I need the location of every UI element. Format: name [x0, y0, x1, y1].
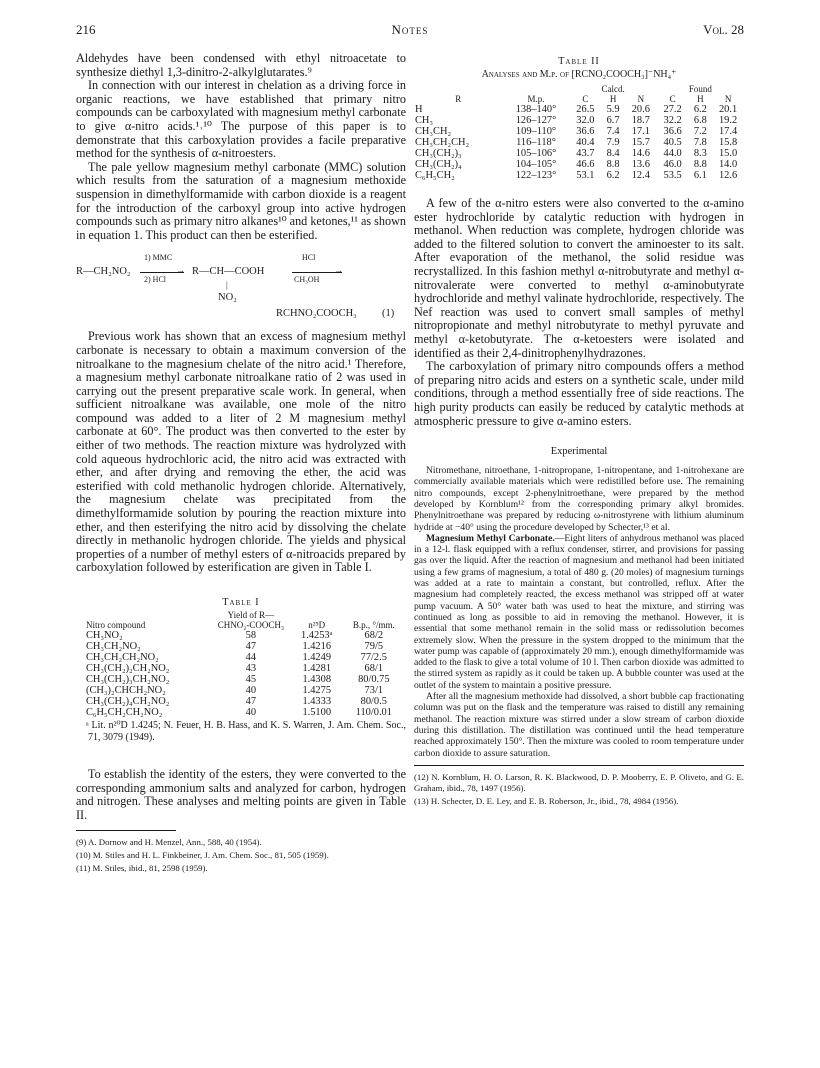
table1-cell-bp: 77/2.5: [360, 652, 387, 663]
table1-cell-index: 1.4216: [302, 641, 332, 652]
table2-cell-r: CH₃CH₂CH₂: [415, 137, 470, 148]
eq-product: RCHNO₂COOCH₃: [276, 308, 357, 320]
table2-row: [414, 137, 744, 148]
table1-cell-index: 1.4333: [302, 696, 332, 707]
table2-cell-n-calcd: 17.1: [631, 126, 650, 137]
table2-group-calcd: Calcd.: [601, 84, 625, 94]
eq-reactant: R—CH₂NO₂: [76, 266, 131, 278]
table1-cell-yield: 40: [245, 707, 257, 718]
page-number: 216: [76, 22, 96, 37]
paragraph-experimental-materials: Nitromethane, nitroethane, 1-nitropropane, 1-nitropentane, and 1-nitrohexane are commercially available materials which were redistilled before use. The remaining nitro compounds, except 2-phenylnitroethane, were prepared by the method developed by Kornblum¹² from the corresponding primary alkyl bromides. Phenylnitroethane was prepared by reducing ω-nitrostyrene with lithium aluminum hydride at −40° using the procedure developed by Schecter,¹³ et al.: [414, 465, 744, 533]
table1-cell-yield: 47: [245, 696, 257, 707]
table2-subcaption: Analyses and M.p. of [RCNO₂COOCH₃]⁻NH₄⁺: [481, 69, 677, 80]
paragraph-amino-ester: A few of the α-nitro esters were also converted to the α-amino ester hydrochloride by catalytic reduction with hydrogen in methanol. When reduction was complete, hydrogen chloride was added to the filtered solution to convert the aminoester to its salt. After evaporation of the methanol, the solid residue was recrystallized. In this fashion methyl α-nitrobutyrate and methyl α-nitrovalerate were converted to methyl α-aminobutyrate hydrochloride and methyl valinate hydrochloride, respectively. The Nef reaction was used to convert small samples of methyl nitropropionate and methyl nitrobutyrate to methyl pyruvate and methyl α-ketobutyrate. The α-ketoesters were isolated and identified as their 2,4-dinitrophenylhydrazones.: [414, 196, 744, 360]
table2-cell-mp: 138–140°: [515, 104, 557, 115]
table2-cell-n-calcd: 15.7: [631, 137, 650, 148]
table2-cell-c-found: 36.6: [663, 126, 682, 137]
table2-cell-h-found: 7.8: [693, 137, 707, 148]
table1-header-bp: B.p., °/mm.: [352, 620, 395, 630]
table2-row: [414, 115, 744, 126]
table2-cell-c-calcd: 53.1: [576, 170, 595, 181]
table2-cell-c-calcd: 32.0: [576, 115, 595, 126]
table1-header-index: n²⁵D: [308, 620, 326, 630]
table1-row: [76, 641, 406, 652]
table1: [76, 610, 406, 718]
table1-cell-bp: 110/0.01: [355, 707, 392, 718]
running-header: [76, 22, 744, 42]
right-footnote-rule: [414, 765, 744, 766]
table2-cell-n-found: 14.0: [718, 159, 738, 170]
paragraph-previous-work: Previous work has shown that an excess of magnesium methyl carbonate is necessary to obtain a maximum conversion of the nitroalkane to the magnesium chelate of the nitro acid.¹ Therefore, a magnesium methyl carbonate nitroalkane ratio of 2 was used in carrying out the present preparative scale work. In general, when sufficient nitroalkane was available, one mole of the nitro compound was added to a liter of 2 M magnesium methyl carbonate at 60°. The product was then converted to the ester by either of two methods. The reaction mixture was hydrolyzed with cold aqueous hydrochloric acid, the nitro acid was extracted with ether, and after drying and removing the ether, the acid was esterified with cold methanolic hydrogen chloride. Alternatively, the magnesium chelate was precipitated from the dimethylformamide solution by pouring the reaction mixture into ether, and then esterifying the nitro acid by dissolving the chelate directly in methanolic hydrogen chloride. The yields and physical properties of a number of methyl esters of α-nitroacids prepared by carboxylation followed by esterification are given in Table I.: [76, 329, 406, 575]
eq-cond2-top: HCl: [302, 253, 316, 263]
table2-group-found: Found: [688, 84, 712, 94]
table1-row: [76, 663, 406, 674]
table2-cell-n-calcd: 14.6: [631, 148, 650, 159]
table1-caption: Table I: [222, 597, 260, 608]
table2-cell-r: CH₃(CH₂)₄: [415, 159, 462, 170]
eq-cond1-top: 1) MMC: [144, 253, 173, 263]
experimental-heading: Experimental: [550, 446, 608, 458]
table2-cell-n-calcd: 13.6: [631, 159, 650, 170]
table2-cell-h-calcd: 6.7: [606, 115, 620, 126]
table2-cell-r: CH₃: [415, 115, 434, 126]
right-references: [414, 772, 744, 807]
table2-cell-h-found: 7.2: [693, 126, 707, 137]
eq-number: (1): [382, 308, 395, 320]
table1-cell-bp: 73/1: [364, 685, 384, 696]
table1-cell-yield: 58: [245, 630, 257, 641]
table1-cell-yield: 45: [245, 674, 257, 685]
table2-cell-n-calcd: 12.4: [631, 170, 650, 181]
volume-label: Vol. 28: [703, 22, 744, 37]
table2-group-header-row: [414, 84, 744, 94]
table2-cell-n-found: 12.6: [718, 170, 738, 181]
table1-header-yield: Yield of R—CHNO₂-COOCH₃: [217, 610, 284, 630]
table2-cell-h-calcd: 8.8: [606, 159, 620, 170]
eq-cond1-bottom: 2) HCl: [144, 275, 166, 285]
table1-cell-yield: 40: [245, 685, 257, 696]
table2-cell-c-found: 44.0: [663, 148, 682, 159]
eq-intermediate: R—CH—COOH: [192, 266, 265, 278]
table2-cell-h-calcd: 5.9: [606, 104, 620, 115]
table2-header-n-calcd: N: [637, 94, 645, 104]
table1-row: [76, 696, 406, 707]
table2-cell-mp: 104–105°: [515, 159, 557, 170]
reference-10: (10) M. Stiles and H. L. Finkbeiner, J. Am. Chem. Soc., 81, 505 (1959).: [76, 850, 329, 861]
table2: [414, 84, 744, 181]
equation-1: [76, 250, 406, 324]
eq-nitro-substituent: NO₂: [218, 292, 237, 304]
table2-cell-c-found: 40.5: [663, 137, 682, 148]
table1-header-row: [76, 610, 406, 630]
table2-cell-n-found: 17.4: [718, 126, 738, 137]
table1-cell-yield: 43: [245, 663, 257, 674]
mmc-heading: Magnesium Methyl Carbonate.: [426, 532, 555, 544]
table2-cell-c-calcd: 43.7: [576, 148, 595, 159]
table2-cell-n-calcd: 18.7: [631, 115, 650, 126]
table1-cell-compound: CH₃NO₂: [86, 630, 123, 641]
table1-row: [76, 685, 406, 696]
table2-row: [414, 159, 744, 170]
table2-header-row: [414, 94, 744, 104]
table1-cell-compound: (CH₃)₂CHCH₂NO₂: [86, 685, 166, 696]
mmc-text: —Eight liters of anhydrous methanol was placed in a 12-l. flask equipped with a reflux condenser, stirrer, and provisions for passing gas over the liquid. After the reaction of magnesium and methanol had been initiated using a few grams of magnesium, a total of 480 g. (20 moles) of magnesium turnings was added at a rate to maintain a constant, but controlled, reflux. After the magnesium had completely reacted, the excess methanol was stripped off at water pump vacuum. A 50° water bath was used to heat the mixture, and stirring was continued as long as possible to aid in removing the methanol. However, it is essential that some methanol remain in the solid mass or redissolution becomes extremely slow. When the pressure in the system dropped to the minimum that the water pump was capable of (approximately 20 mm.), enough dimethylformamide was added to the flask to give a total volume of 10 l. Then carbon dioxide was admitted to the stirred system as rapidly as it could be taken up. A bubble counter was used at the outlet of the system to maintain a positive pressure.: [414, 532, 744, 691]
table2-cell-c-calcd: 40.4: [576, 137, 595, 148]
table1-cell-index: 1.4249: [302, 652, 332, 663]
left-column: [76, 52, 406, 876]
reference-12: (12) N. Kornblum, H. O. Larson, R. K. Blackwood, D. P. Mooberry, E. P. Oliveto, and G. E. Graham, ibid., 78, 1497 (1956).: [414, 771, 744, 793]
table2-cell-n-found: 19.2: [718, 115, 738, 126]
table1-cell-index: 1.4308: [302, 674, 332, 685]
paragraph-intro-3: The pale yellow magnesium methyl carbonate (MMC) solution which results from the saturation of a magnesium methoxide suspension in dimethylformamide with carbon dioxide is a reagent for the introduction of the carboxyl group into active hydrogen compounds such as primary nitro alkanes¹⁰ and ketones,¹¹ as shown in equation 1. This product can then be esterified.: [76, 159, 406, 242]
left-references: [76, 837, 406, 874]
table2-header-c-found: C: [669, 94, 676, 104]
table2-cell-h-found: 6.2: [693, 104, 707, 115]
table1-cell-compound: CH₃CH₂NO₂: [86, 641, 141, 652]
table1-cell-bp: 79/5: [364, 641, 384, 652]
table1-cell-compound: CH₃(CH₂)₄CH₂NO₂: [86, 696, 170, 707]
table1-cell-bp: 68/1: [364, 663, 384, 674]
table2-header-mp: M.p.: [527, 94, 545, 104]
table2-cell-h-found: 6.8: [693, 115, 707, 126]
table2-row: [414, 126, 744, 137]
paragraph-intro-1: Aldehydes have been condensed with ethyl nitroacetate to synthesize diethyl 1,3-dinitro-2-alkylglutarates.⁹: [76, 51, 406, 79]
table2-cell-mp: 126–127°: [515, 115, 557, 126]
table2-cell-h-calcd: 7.4: [606, 126, 620, 137]
table2-cell-h-calcd: 7.9: [606, 137, 620, 148]
journal-section-title: Notes: [391, 22, 429, 37]
table2-row: [414, 148, 744, 159]
table1-cell-bp: 80/0.75: [358, 674, 390, 685]
table2-cell-c-found: 46.0: [663, 159, 682, 170]
table1-row: [76, 652, 406, 663]
table1-cell-index: 1.4275: [302, 685, 332, 696]
table1-row: [76, 630, 406, 641]
table1-row: [76, 674, 406, 685]
eq-arrowhead-2: →: [334, 265, 343, 276]
eq-cond2-bottom: CH₃OH: [294, 275, 320, 285]
table2-cell-c-found: 53.5: [663, 170, 682, 181]
table1-cell-bp: 68/2: [364, 630, 384, 641]
table2-cell-mp: 109–110°: [515, 126, 557, 137]
table2-cell-mp: 122–123°: [515, 170, 557, 181]
right-column: [414, 52, 744, 809]
table2-cell-c-found: 32.2: [663, 115, 682, 126]
table2-header-h-calcd: H: [609, 94, 617, 104]
table2-cell-n-found: 15.8: [718, 137, 738, 148]
table2-cell-mp: 116–118°: [516, 137, 556, 148]
table2-cell-r: CH₃CH₂: [415, 126, 452, 137]
paragraph-mmc-distillation: After all the magnesium methoxide had dissolved, a short bubble cap fractionating column was put on the flask and the temperature was raised to distill any remaining methanol. The reaction mixture was stirred under a slow stream of carbon dioxide during this distillation. The distillation was continued until the head temperature reached approximately 150°. Then the mixture was cooled to room temperature under carbon dioxide to assure saturation.: [414, 691, 744, 759]
table2-header-c-calcd: C: [582, 94, 589, 104]
eq-arrowhead-1: →: [176, 265, 185, 276]
table1-cell-compound: C₆H₅CH₂CH₂NO₂: [86, 707, 163, 718]
table2-cell-h-calcd: 6.2: [606, 170, 620, 181]
paragraph-intro-2: In connection with our interest in chelation as a driving force in organic reactions, we have established that primary nitro compounds can be carboxylated with magnesium methyl carbonate to give α-nitro acids.¹˒¹⁰ The purpose of this paper is to demonstrate that this carboxylation provides a facile preparative method for the synthesis of α-nitroesters.: [76, 78, 406, 161]
table1-cell-yield: 44: [245, 652, 257, 663]
table2-cell-r: C₆H₅CH₂: [415, 170, 455, 181]
table1-cell-yield: 47: [245, 641, 257, 652]
table2-header-h-found: H: [697, 94, 704, 104]
table2-cell-c-calcd: 46.6: [576, 159, 595, 170]
table1-cell-compound: CH₃(CH₂)₃CH₂NO₂: [86, 674, 170, 685]
table1-row: [76, 707, 406, 718]
table1-footnote: ᵃ Lit. n²⁰D 1.4245; N. Feuer, H. B. Hass, and K. S. Warren, J. Am. Chem. Soc., 71, 3079 (1949).: [86, 720, 406, 743]
table2-cell-c-found: 27.2: [663, 104, 682, 115]
table2-row: [414, 104, 744, 115]
table2-cell-c-calcd: 36.6: [576, 126, 595, 137]
table2-cell-mp: 105–106°: [515, 148, 557, 159]
table2-header-n-found: N: [724, 94, 732, 104]
paragraph-identity: To establish the identity of the esters, they were converted to the corresponding ammonium salts and analyzed for carbon, hydrogen and nitrogen. These analyses and melting points are given in Table II.: [76, 767, 406, 822]
reference-13: (13) H. Schecter, D. E. Ley, and E. B. Roberson, Jr., ibid., 78, 4984 (1956).: [414, 795, 679, 806]
table2-cell-h-found: 8.3: [693, 148, 707, 159]
table2-cell-h-calcd: 8.4: [606, 148, 620, 159]
table1-cell-bp: 80/0.5: [360, 696, 387, 707]
reference-11: (11) M. Stiles, ibid., 81, 2598 (1959).: [76, 863, 208, 874]
eq-bond-line: |: [226, 280, 228, 291]
paragraph-carboxylation-summary: The carboxylation of primary nitro compounds offers a method of preparing nitro acids and esters on a synthetic scale, under mild conditions, through a method essentially free of side reactions. The high purity products can easily be reduced by catalytic methods at atmospheric pressure to give α-amino esters.: [414, 359, 744, 428]
table1-cell-index: 1.4253ᵃ: [301, 630, 333, 641]
table1-cell-compound: CH₃CH₂CH₂NO₂: [86, 652, 159, 663]
table2-cell-c-calcd: 26.5: [576, 104, 595, 115]
table2-cell-r: H: [415, 104, 423, 115]
table1-cell-index: 1.4281: [302, 663, 332, 674]
table1-cell-compound: CH₃(CH₂)₂CH₂NO₂: [86, 663, 170, 674]
left-footnote-rule: [76, 830, 176, 831]
table2-header-r: R: [455, 94, 462, 104]
table2-cell-n-found: 15.0: [718, 148, 738, 159]
table2-cell-n-found: 20.1: [718, 104, 738, 115]
paragraph-mmc-preparation: [414, 533, 744, 691]
table1-header-nitro: Nitro compound: [86, 620, 146, 630]
table2-cell-h-found: 8.8: [693, 159, 707, 170]
table1-cell-index: 1.5100: [302, 707, 332, 718]
table2-cell-h-found: 6.1: [693, 170, 707, 181]
table2-row: [414, 170, 744, 181]
reference-9: (9) A. Dornow and H. Menzel, Ann., 588, 40 (1954).: [76, 837, 262, 848]
table2-cell-r: CH₃(CH₂)₃: [415, 148, 462, 159]
table2-cell-n-calcd: 20.6: [631, 104, 650, 115]
table2-caption: Table II: [558, 56, 600, 67]
